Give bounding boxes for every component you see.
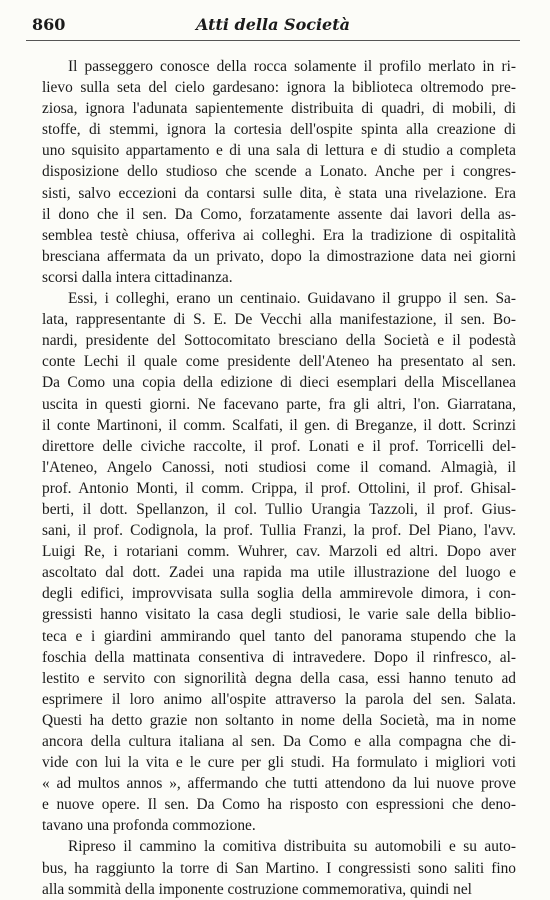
- text-line: e nuove opere. Il sen. Da Como ha risposto con espressioni che deno-: [42, 796, 516, 814]
- text-line: lievo sulla seta del cielo gardesano: ignora la biblioteca oltremodo pre-: [42, 79, 516, 97]
- text-line: vide con lui la vita e le cure per gli studi. Ha formulato i migliori voti: [42, 754, 516, 772]
- text-line: disposizione dello studioso che scende a Lonato. Anche per i congres-: [42, 163, 516, 181]
- text-line: stoffe, di stemmi, ignora la cortesia dell'ospite spinta alla creazione di: [42, 121, 516, 139]
- text-line: gressisti hanno visitato la casa degli studiosi, le varie sale della biblio-: [42, 606, 516, 624]
- paragraph: [42, 56, 516, 288]
- paragraph: [42, 288, 516, 836]
- text-line: tavano una profonda commozione.: [42, 817, 256, 835]
- text-line: nardi, presidente del Sottocomitato bresciano della Società e il podestà: [42, 332, 516, 350]
- text-line: Luigi Re, i rotariani comm. Wuhrer, cav. Marzoli ed altri. Dopo aver: [42, 543, 516, 561]
- running-title: Atti della Società: [195, 15, 350, 34]
- text-line: berti, il dott. Spellanzon, il col. Tullio Urangia Tazzoli, il prof. Gius-: [42, 500, 516, 518]
- text-line: direttore delle civiche raccolte, il prof. Lonati e il prof. Torricelli del-: [42, 437, 516, 455]
- text-line: esprimere il loro animo all'ospite attraverso la parola del sen. Salata.: [42, 690, 516, 708]
- text-line: ascoltato dal dott. Zadei una rapida ma utile illustrazione del luogo e: [42, 564, 516, 582]
- paragraph: [42, 836, 516, 899]
- text-line: ziosa, ignora l'adunata sapientemente distribuita di quadri, di mobili, di: [42, 100, 516, 118]
- text-line: alla sommità della imponente costruzione commemorativa, quindi nel: [42, 880, 472, 898]
- text-line: Il passeggero conosce della rocca solamente il profilo merlato in ri-: [68, 58, 516, 75]
- text-line: ancora della cultura italiana al sen. Da Como e alla compagna che di-: [42, 733, 516, 750]
- text-line: scorsi dalla intera cittadinanza.: [42, 268, 233, 286]
- text-line: bus, ha raggiunto la torre di San Martino. I congressisti sono saliti fino: [42, 859, 516, 877]
- body-text: [42, 56, 516, 900]
- text-line: teca e i giardini ammirando quel tanto del panorama stupendo che la: [42, 627, 516, 645]
- text-line: conte Lechi il quale come presidente dell'Ateneo ha presentato al sen.: [42, 353, 516, 371]
- text-line: Da Como una copia della edizione di dieci esemplari della Miscellanea: [42, 374, 516, 392]
- text-line: « ad multos annos », affermando che tutti attendono da lui nuove prove: [42, 775, 516, 793]
- text-line: lata, rappresentante di S. E. De Vecchi alla manifestazione, il sen. Bo-: [42, 311, 516, 329]
- text-line: lestito e servito con signorilità degna della casa, essi hanno tenuto ad: [42, 669, 516, 687]
- text-line: degli edifici, improvvisata sulla soglia della ammirevole dimora, i con-: [42, 585, 516, 603]
- text-line: bresciana affermata da un privato, dopo la dimostrazione data nei giorni: [42, 247, 516, 265]
- text-line: Ripreso il cammino la comitiva distribuita su automobili e su auto-: [68, 838, 516, 856]
- page-number: 860: [32, 15, 66, 34]
- text-line: uscita in questi giorni. Ne facevano parte, fra gli altri, l'on. Giarratana,: [42, 395, 516, 413]
- text-line: l'Ateneo, Angelo Canossi, noti studiosi come il comand. Almagià, il: [42, 458, 516, 476]
- text-line: Essi, i colleghi, erano un centinaio. Guidavano il gruppo il sen. Sa-: [68, 290, 516, 308]
- text-line: sisti, salvo eccezioni da contarsi sulle dita, è stata una rivelazione. Era: [42, 184, 516, 202]
- text-line: semblea testè chiusa, offeriva ai colleghi. Era la tradizione di ospitalità: [42, 226, 516, 244]
- page-header: [26, 14, 520, 36]
- text-line: Questi ha detto grazie non soltanto in nome della Società, ma in nome: [42, 711, 516, 729]
- text-line: prof. Antonio Monti, il comm. Crippa, il prof. Ottolini, il prof. Ghisal-: [42, 479, 516, 497]
- text-line: uno squisito appartamento e di una sala di lettura e di studio a completa: [42, 142, 516, 160]
- text-line: foschia della mattinata consentiva di intravedere. Dopo il rinfresco, al-: [42, 648, 516, 666]
- text-line: il dono che il sen. Da Como, forzatamente assente dai lavori della as-: [42, 205, 516, 223]
- header-rule: [26, 40, 520, 41]
- text-line: sani, il prof. Codignola, la prof. Tullia Franzi, la prof. Del Piano, l'avv.: [42, 522, 516, 540]
- text-line: il conte Martinoni, il comm. Scalfati, il gen. di Breganze, il dott. Scrinzi: [42, 416, 516, 434]
